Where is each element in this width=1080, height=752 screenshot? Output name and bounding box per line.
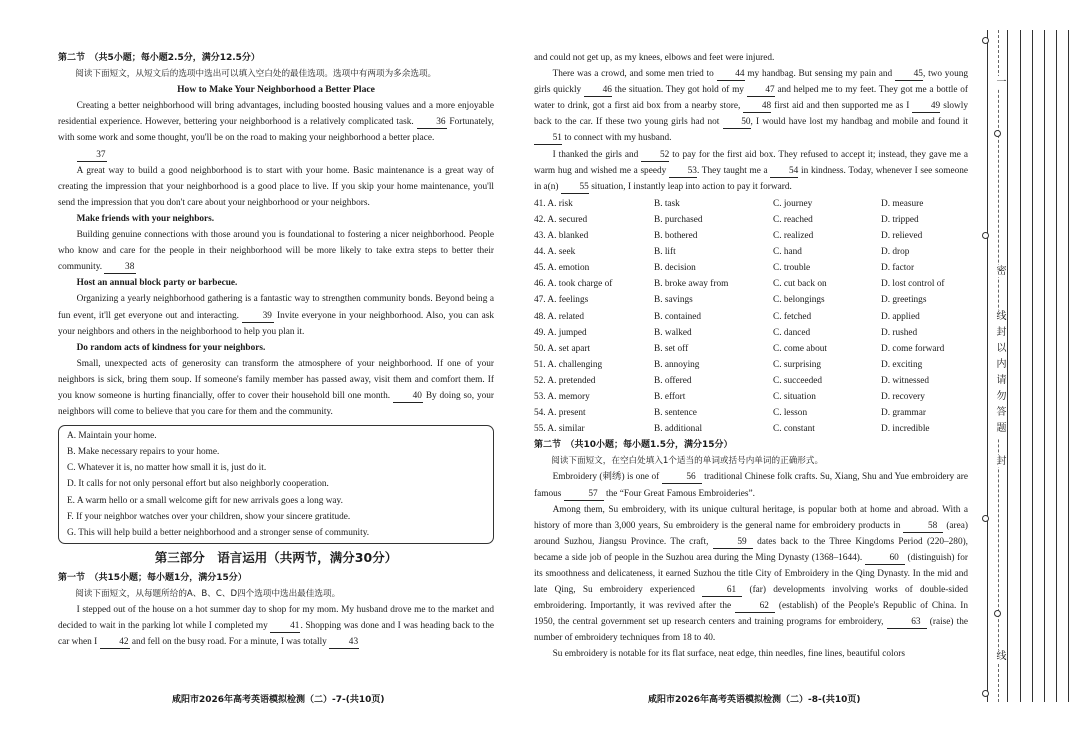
choice-row-46: 46. A. took charge of B. broke away from C. cut back on D. lost control of bbox=[534, 279, 945, 290]
choice-row-54: 54. A. present B. sentence C. lesson D. grammar bbox=[534, 408, 926, 419]
binding-hole bbox=[982, 690, 989, 697]
choice-row-47: 47. A. feelings B. savings C. belongings D. greetings bbox=[534, 295, 927, 306]
blank-39: 39 bbox=[242, 310, 274, 323]
grammar-paragraph-2: Among them, Su embroidery, with its unique cultural heritage, is popular both at home and abroad. With a history of more than 3,000 years, Su embroidery is the general name for embroidery products in 58 (area) around Suzhou, Jiangsu Province. The craft, 59 dates back to the Three Kingdoms Period (220–280), became a side job of people in the Suzhou area during the Ming Dynasty (1368–1644). 60 (distinguish) for its smoothness and delicateness, it earned Suzhou the title City of Embroidery in the Qing Dynasty. In the mid and late Qing, Su embroidery experienced 61 (far) developments involving works of double-sided embroidering. Importantly, it was revived after the 62 (establish) of the People's Republic of China. In 1950, the central government set up research centers and training programs for embroidery, 63 (raise) the number of embroidery techniques from 18 to 40. bbox=[534, 504, 969, 644]
choice-row-48: 48. A. related B. contained C. fetched D. applied bbox=[534, 311, 920, 322]
blank-47: 47 bbox=[747, 84, 775, 97]
cloze-paragraph-3: I thanked the girls and 52 to pay for the first aid box. They refused to accept it; instead, they gave me a warm hug and wished me a speedy 53. They taught me a 54 in kindness. Today, whenever I see someone in a(n) 55 situation, I instantly leap into action to pay it forward. bbox=[534, 149, 969, 192]
binding-notice: 线封以内请勿答题 bbox=[994, 310, 1005, 438]
blank-48: 48 bbox=[743, 100, 771, 113]
choice-row-42: 42. A. secured B. purchased C. reached D. tripped bbox=[534, 214, 919, 225]
option-d: D. It calls for not only personal effort but also neighborly cooperation. bbox=[67, 479, 329, 490]
paragraph-3: Building genuine connections with those around you is foundational to fostering a nicer neighborhood. People who know and care for the people in their neighborhood will be more likely to take extra steps to better their community. 38 bbox=[58, 230, 494, 273]
binding-line bbox=[1056, 30, 1057, 702]
section-1-header: 第一节 （共15小题；每小题1分，满分15分） bbox=[58, 572, 247, 583]
blank-58: 58 bbox=[903, 520, 943, 533]
blank-50: 50 bbox=[723, 116, 751, 129]
choice-row-41: 41. A. risk B. task C. journey D. measure bbox=[534, 198, 924, 209]
binding-text-1: 一 bbox=[994, 76, 1005, 88]
blank-38: 38 bbox=[104, 261, 136, 274]
choice-row-50: 50. A. set apart B. set off C. come about D. come forward bbox=[534, 343, 945, 354]
binding-line bbox=[1032, 30, 1033, 702]
choice-row-44: 44. A. seek B. lift C. hand D. drop bbox=[534, 247, 910, 258]
blank-46: 46 bbox=[584, 84, 612, 97]
blank-40: 40 bbox=[393, 390, 423, 403]
blank-57: 57 bbox=[564, 488, 604, 501]
binding-hole bbox=[982, 37, 989, 44]
heading-block-party: Host an annual block party or barbecue. bbox=[76, 278, 238, 289]
binding-text-xian: 线 bbox=[994, 650, 1005, 662]
choice-row-43: 43. A. blanked B. bothered C. realized D. relieved bbox=[534, 231, 923, 242]
blank-62: 62 bbox=[735, 600, 775, 613]
blank-45: 45 bbox=[895, 68, 923, 81]
choice-row-53: 53. A. memory B. effort C. situation D. recovery bbox=[534, 391, 925, 402]
option-c: C. Whatever it is, no matter how small it is, just do it. bbox=[67, 463, 267, 474]
option-f: F. If your neighbor watches over your children, show your sincere gratitude. bbox=[67, 511, 351, 522]
binding-text-mi: 密 bbox=[994, 265, 1005, 277]
paragraph-blank-37 bbox=[58, 147, 494, 163]
cloze-continuation: and could not get up, as my knees, elbows and feet were injured. bbox=[534, 53, 775, 63]
blank-42: 42 bbox=[100, 636, 130, 649]
blank-41: 41 bbox=[270, 620, 300, 633]
choice-row-51: 51. A. challenging B. annoying C. surprising D. exciting bbox=[534, 359, 923, 370]
binding-margin bbox=[970, 0, 1080, 752]
blank-52: 52 bbox=[641, 149, 669, 162]
binding-hole bbox=[982, 232, 989, 239]
right-footer: 咸阳市2026年高考英语模拟检测（二）-8-(共10页) bbox=[648, 695, 861, 705]
blank-53: 53 bbox=[669, 165, 697, 178]
section-2-instructions: 阅读下面短文，从短文后的选项中选出可以填入空白处的最佳选项。选项中有两项为多余选项。 bbox=[75, 69, 437, 80]
grammar-paragraph-1: Embroidery (刺绣) is one of 56 traditional Chinese folk crafts. Su, Xiang, Shu and Yue embroidery are famous 57 the “Four Great Famous Embroideries”. bbox=[534, 472, 968, 499]
choices-table bbox=[534, 196, 968, 437]
binding-line bbox=[1007, 30, 1008, 702]
blank-61: 61 bbox=[702, 584, 742, 597]
blank-49: 49 bbox=[912, 100, 940, 113]
left-page bbox=[58, 50, 494, 650]
binding-hole bbox=[982, 515, 989, 522]
blank-36: 36 bbox=[417, 116, 447, 129]
part-3-title: 第三部分 语言运用（共两节，满分30分） bbox=[154, 549, 398, 565]
right-page bbox=[534, 50, 968, 663]
section-2b-header: 第二节 （共10小题；每小题1.5分，满分15分） bbox=[534, 440, 733, 451]
options-box bbox=[58, 425, 494, 544]
passage-title: How to Make Your Neighborhood a Better Place bbox=[177, 84, 375, 96]
left-footer: 咸阳市2026年高考英语模拟检测（二）-7-(共10页) bbox=[172, 695, 385, 705]
choice-row-52: 52. A. pretended B. offered C. succeeded D. witnessed bbox=[534, 375, 930, 386]
binding-line bbox=[1044, 30, 1045, 702]
choice-row-49: 49. A. jumped B. walked C. danced D. rushed bbox=[534, 327, 918, 338]
blank-44: 44 bbox=[717, 68, 745, 81]
paragraph-2: A great way to build a good neighborhood is to start with your home. Basic maintenance is a great way of creating the impression that your neighborhood is a good place to live. If you skip your home maintenance, you'll send the impression that you don't care about your neighborhood or your neighbors. bbox=[58, 165, 494, 208]
binding-line bbox=[1068, 30, 1069, 702]
grammar-paragraph-3: Su embroidery is notable for its flat surface, neat edge, thin needles, fine lines, beautiful colors bbox=[552, 649, 905, 660]
heading-make-friends: Make friends with your neighbors. bbox=[76, 213, 215, 224]
blank-55: 55 bbox=[561, 181, 589, 194]
blank-51: 51 bbox=[534, 132, 562, 145]
blank-59: 59 bbox=[713, 536, 753, 549]
blank-60: 60 bbox=[865, 552, 905, 565]
paragraph-4: Organizing a yearly neighborhood gathering is a fantastic way to strengthen community bonds. Beyond being a fun event, it'll get everyone out and interacting. 39 Invite everyone in your neighborhood. Also, you can ask your neighbors and others in the neighborhood to help you plan it. bbox=[58, 294, 495, 337]
cloze-paragraph-2: There was a crowd, and some men tried to 44 my handbag. But sensing my pain and 45, two young girls quickly 46 the situation. They got hold of my 47 and helped me to my feet. They got me a bottle of water to drink, got a first aid box from a nearby store, 48 first aid and then supported me as I 49 slowly back to the car. If these two young girls had not 50, I would have lost my handbag and mobile and found it 51 to connect with my husband. bbox=[534, 69, 969, 144]
binding-hole bbox=[994, 130, 1001, 137]
option-e: E. A warm hello or a small welcome gift for new arrivals goes a long way. bbox=[67, 495, 343, 506]
choice-row-45: 45. A. emotion B. decision C. trouble D. factor bbox=[534, 263, 915, 274]
choice-row-55: 55. A. similar B. additional C. constant D. incredible bbox=[534, 424, 930, 435]
option-b: B. Make necessary repairs to your home. bbox=[67, 447, 220, 458]
blank-37: 37 bbox=[77, 149, 107, 162]
blank-43: 43 bbox=[329, 636, 359, 649]
cloze-paragraph-1: I stepped out of the house on a hot summer day to shop for my mom. My husband drove me to the market and decided to wait in the parking lot while I completed my 41. Shopping was done and I was heading back to the car when I 42 and fell on the busy road. For a minute, I was totally 43 bbox=[58, 605, 494, 648]
option-a: A. Maintain your home. bbox=[67, 431, 157, 442]
binding-hole bbox=[994, 610, 1001, 617]
section-2-header: 第二节 （共5小题；每小题2.5分，满分12.5分） bbox=[58, 53, 260, 63]
paragraph-1: Creating a better neighborhood will bring advantages, including boosted housing values and a more enjoyable residential experience. However, bettering your neighborhood is a relatively complicated task. 36 Fortunately, with some work and some thought, you'll be on the road to making your neighborhood a better place. bbox=[58, 101, 494, 144]
section-2b-instructions: 阅读下面短文，在空白处填入1个适当的单词或括号内单词的正确形式。 bbox=[551, 456, 824, 467]
option-g: G. This will help build a better neighborhood and a stronger sense of community. bbox=[67, 527, 370, 538]
binding-line bbox=[1020, 30, 1021, 702]
blank-63: 63 bbox=[887, 616, 927, 629]
blank-54: 54 bbox=[770, 165, 798, 178]
paragraph-5: Small, unexpected acts of generosity can transform the atmosphere of your neighborhood. If one of your neighbors is sick, bring them soup. If someone's family member has passed away, visit them and comfort them. If you know someone is hurting financially, offer to cover their household bill one month. 40 By doing so, your neighbors will come to believe that you care for them and the community. bbox=[58, 358, 495, 418]
binding-text-feng: 封 bbox=[994, 455, 1005, 467]
binding-line bbox=[987, 30, 988, 702]
blank-56: 56 bbox=[662, 471, 702, 484]
section-1-instructions: 阅读下面短文，从每题所给的A、B、C、D四个选项中选出最佳选项。 bbox=[75, 589, 341, 599]
heading-kindness: Do random acts of kindness for your neighbors. bbox=[76, 342, 266, 353]
